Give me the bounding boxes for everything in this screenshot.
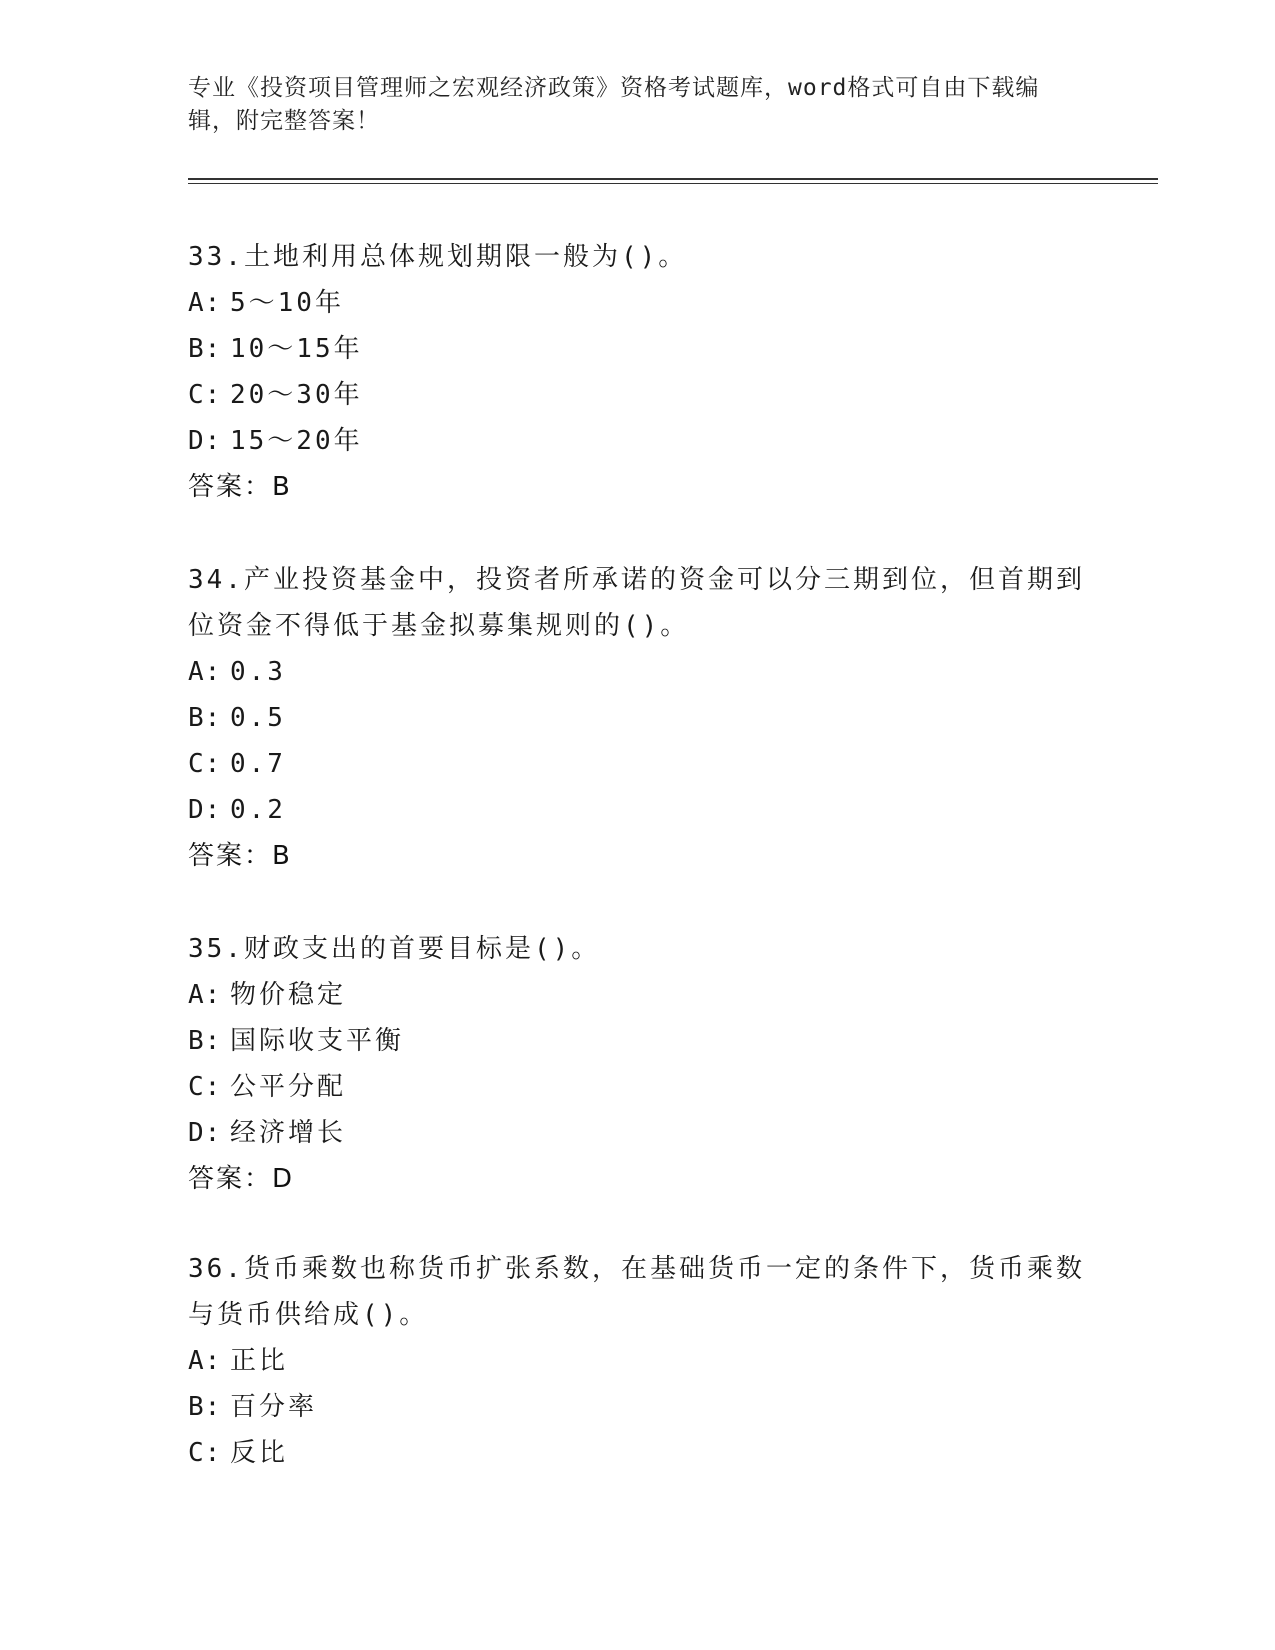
option-text: 20～30年	[230, 380, 363, 410]
option-b	[188, 1018, 1088, 1064]
option-d	[188, 418, 1088, 464]
document-header: 专业《投资项目管理师之宏观经济政策》资格考试题库，word格式可自由下载编辑，附完整答案！	[188, 75, 1040, 134]
option-letter: C:	[188, 749, 222, 779]
option-text: 公平分配	[230, 1072, 347, 1102]
option-text: 5～10年	[230, 288, 344, 318]
option-letter: B:	[188, 1392, 222, 1422]
question-stem: 36.货币乘数也称货币扩张系数，在基础货币一定的条件下，货币乘数与货币供给成()。	[188, 1254, 1085, 1330]
option-a	[188, 280, 1088, 326]
answer-line: 答案：D	[188, 1164, 295, 1194]
option-letter: B:	[188, 1026, 222, 1056]
question-33	[188, 234, 1088, 510]
option-text: 0.3	[230, 657, 286, 687]
option-c	[188, 741, 1088, 787]
option-text: 15～20年	[230, 426, 363, 456]
question-stem: 33.土地利用总体规划期限一般为()。	[188, 242, 688, 272]
option-a	[188, 649, 1088, 695]
option-letter: D:	[188, 426, 222, 456]
option-c	[188, 1430, 1088, 1476]
question-34	[188, 557, 1088, 879]
header-rule-bottom	[188, 183, 1158, 184]
answer-line: 答案：B	[188, 472, 292, 502]
option-text: 经济增长	[230, 1118, 347, 1148]
option-text: 0.2	[230, 795, 286, 825]
option-text: 百分率	[230, 1392, 318, 1422]
option-d	[188, 787, 1088, 833]
option-letter: A:	[188, 1346, 222, 1376]
option-letter: B:	[188, 703, 222, 733]
question-stem: 34.产业投资基金中，投资者所承诺的资金可以分三期到位，但首期到位资金不得低于基金拟募集规则的()。	[188, 565, 1085, 641]
option-text: 10～15年	[230, 334, 363, 364]
option-text: 物价稳定	[230, 980, 347, 1010]
option-d	[188, 1110, 1088, 1156]
question-35	[188, 926, 1088, 1202]
option-letter: C:	[188, 380, 222, 410]
option-letter: A:	[188, 288, 222, 318]
option-text: 反比	[230, 1438, 289, 1468]
question-stem: 35.财政支出的首要目标是()。	[188, 934, 601, 964]
option-letter: C:	[188, 1072, 222, 1102]
option-c	[188, 372, 1088, 418]
option-letter: B:	[188, 334, 222, 364]
option-letter: A:	[188, 657, 222, 687]
question-36	[188, 1246, 1088, 1476]
option-b	[188, 1384, 1088, 1430]
header-rule-top	[188, 178, 1158, 180]
option-text: 0.5	[230, 703, 286, 733]
option-a	[188, 1338, 1088, 1384]
option-a	[188, 972, 1088, 1018]
option-text: 正比	[230, 1346, 289, 1376]
option-b	[188, 326, 1088, 372]
option-letter: A:	[188, 980, 222, 1010]
option-b	[188, 695, 1088, 741]
option-text: 0.7	[230, 749, 286, 779]
option-text: 国际收支平衡	[230, 1026, 405, 1056]
option-letter: D:	[188, 795, 222, 825]
option-letter: D:	[188, 1118, 222, 1148]
answer-line: 答案：B	[188, 841, 292, 871]
option-c	[188, 1064, 1088, 1110]
option-letter: C:	[188, 1438, 222, 1468]
